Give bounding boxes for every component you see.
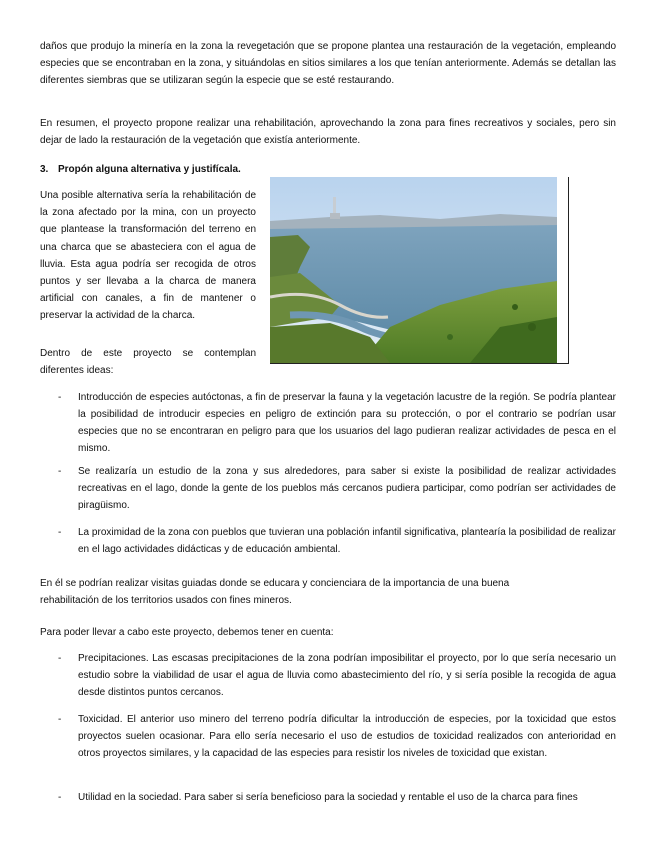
list-item [58, 650, 616, 701]
list-item [58, 463, 616, 514]
bullet-dash: - [58, 653, 62, 664]
list-item [58, 524, 616, 558]
list-item-text: Introducción de especies autóctonas, a fin de preservar la fauna y la vegetación lacustre de la región. Se podría plantear la posibilidad de introducir especies en peligro de extinción para su protección, o por el contrario se podrían usar especies que no se encontraran en peligro para que los usuarios del lago pudieran realizar actividades de pesca en el mismo. [78, 392, 616, 454]
paragraph-visits: En él se podrían realizar visitas guiadas donde se educara y concienciara de la importancia de una buena rehabilitación de los territorios usados con fines mineros. [40, 578, 510, 606]
paragraph-ideas-intro: Dentro de este proyecto se contemplan diferentes ideas: [40, 348, 256, 376]
bullet-dash: - [58, 792, 62, 803]
bullet-dash: - [58, 392, 62, 403]
paragraph-consider: Para poder llevar a cabo este proyecto, debemos tener en cuenta: [40, 627, 334, 638]
section-heading [40, 164, 241, 175]
paragraph-summary: En resumen, el proyecto propone realizar una rehabilitación, aprovechando la zona para fines recreativos y sociales, pero sin dejar de lado la restauración de la vegetación que existía anteriormente. [40, 118, 616, 146]
list-item [58, 711, 616, 762]
section-title: Propón alguna alternativa y justifícala. [58, 164, 241, 175]
section-number: 3. [40, 164, 49, 175]
bullet-dash: - [58, 527, 62, 538]
photo-frame [270, 177, 569, 364]
list-item [58, 789, 616, 806]
paragraph-alternative: Una posible alternativa sería la rehabilitación de la zona afectado por la mina, con un proyecto que plantease la transformación del terreno en una charca que se abasteciera con el agua de lluvia. Esta agua podría ser recogida de otros puntos y ser llevaba a la charca de manera artificial con canales, a fin de mantener o preservar la actividad de la charca. [40, 190, 256, 322]
list-item [58, 389, 616, 457]
list-item-text: Toxicidad. El anterior uso minero del terreno podría dificultar la introducción de especies, por la toxicidad que estos proyectos suelen ocasionar. Para ello sería necesario el uso de estudios de toxicidad realizados con anterioridad en otros proyectos similares, y la capacidad de las especies para resistir los niveles de toxicidad que existan. [78, 714, 616, 759]
list-item-text: Utilidad en la sociedad. Para saber si sería beneficioso para la sociedad y rentable el uso de la charca para fines [78, 792, 578, 803]
lake-landscape-photo [270, 177, 557, 363]
paragraph-intro: daños que produjo la minería en la zona la revegetación que se propone plantea una restauración de la vegetación, empleando especies que se encontraban en la zona, y situándolas en sitios similares a los que tenían anteriormente. Además se detallan las diferentes siembras que se utilizaran según la especie que se esté restaurando. [40, 41, 616, 86]
list-item-text: Precipitaciones. Las escasas precipitaciones de la zona podrían imposibilitar el proyecto, por lo que sería necesario un estudio sobre la viabilidad de usar el agua de lluvia como abastecimiento del río, y si sería posible la recogida de agua desde distintos puntos cercanos. [78, 653, 616, 698]
list-item-text: Se realizaría un estudio de la zona y sus alrededores, para saber si existe la posibilidad de realizar actividades recreativas en el lago, donde la gente de los pueblos más cercanos pudiera participar, como podrían ser actividades de piragüismo. [78, 466, 616, 511]
bullet-dash: - [58, 714, 62, 725]
list-item-text: La proximidad de la zona con pueblos que tuvieran una población infantil significativa, plantearía la posibilidad de realizar en el lago actividades didácticas y de educación ambiental. [78, 527, 616, 555]
bullet-dash: - [58, 466, 62, 477]
